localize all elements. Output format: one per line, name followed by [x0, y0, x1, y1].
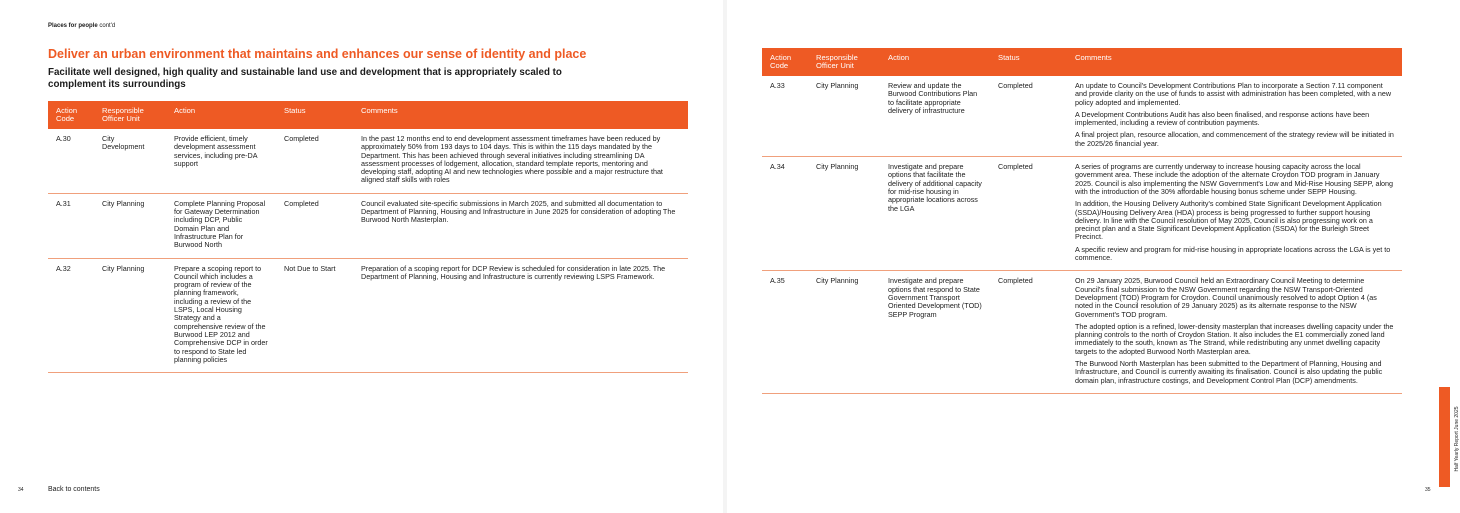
header-comments: Comments	[1067, 48, 1402, 76]
header-responsible-unit: Responsible Officer Unit	[808, 48, 880, 76]
comment-paragraph: A final project plan, resource allocation, and commencement of the strategy review will be initiated in the 2025/26 financial year.	[1075, 130, 1394, 148]
comments-cell	[353, 193, 688, 258]
action-cell: Provide efficient, timely development assessment services, including pre-DA support	[166, 129, 276, 193]
right-page-number: 35	[1425, 487, 1431, 493]
header-action: Action	[166, 101, 276, 129]
back-to-contents-link[interactable]: Back to contents	[48, 486, 100, 493]
action-cell: Investigate and prepare options that facilitate the delivery of additional capacity for mid-rise housing in appropriate locations across the LGA	[880, 157, 990, 271]
responsible-unit-cell: City Planning	[94, 258, 166, 373]
comment-paragraph: The adopted option is a refined, lower-density masterplan that increases dwelling capacity under the planning controls to the north of Croydon Station. It also includes the E1 commercially zoned land immediately to the south, known as The Strand, while redistributing any unmet dwelling capacity targets to the adopted Burwood North Masterplan area.	[1075, 321, 1394, 356]
table-row	[48, 258, 688, 373]
status-cell: Completed	[990, 157, 1067, 271]
table-header-row	[48, 101, 688, 129]
responsible-unit-cell: City Planning	[94, 193, 166, 258]
comments-cell	[353, 129, 688, 193]
table-header-row	[762, 48, 1402, 76]
comment-paragraph: Preparation of a scoping report for DCP Review is scheduled for consideration in late 2025. The Department of Planning, Housing and Infrastructure is currently reviewing LSPS Framework.	[361, 263, 666, 281]
status-cell: Completed	[276, 129, 353, 193]
header-action-code: Action Code	[762, 48, 808, 76]
right-page	[727, 0, 1460, 513]
action-table-right	[762, 48, 1402, 394]
action-code-cell: A.34	[762, 157, 808, 271]
table-row	[48, 193, 688, 258]
header-comments: Comments	[353, 101, 688, 129]
comment-paragraph: A series of programs are currently underway to increase housing capacity across the local government area. These include the adoption of the alternate Croydon TOD program in January 2025. Council is also implementing the NSW Government's Low and Mid-Rise Housing SEPP, along with the introduction of the 30% affordable housing bonus scheme under SEPP Housing.	[1075, 162, 1394, 196]
table-row	[762, 157, 1402, 271]
action-cell: Review and update the Burwood Contributions Plan to facilitate appropriate delivery of infrastructure	[880, 76, 990, 157]
section-name: Places for people	[48, 23, 98, 29]
comments-cell	[353, 258, 688, 373]
header-status: Status	[276, 101, 353, 129]
responsible-unit-cell: City Development	[94, 129, 166, 193]
status-cell: Completed	[990, 271, 1067, 394]
action-code-cell: A.30	[48, 129, 94, 193]
action-cell: Investigate and prepare options that respond to State Government Transport Oriented Development (TOD) SEPP Program	[880, 271, 990, 394]
action-code-cell: A.33	[762, 76, 808, 157]
side-tab	[1439, 387, 1450, 487]
comment-paragraph: In the past 12 months end to end development assessment timeframes have been reduced by approximately 50% from 193 days to 104 days. This is within the 115 days mandated by the Department. This has been achieved through several initiatives including streamlining DA assessment processes of lodgement, allocation, standard template reports, mentoring and developing staff, adopting AI and new technologies where possible and a major restructure that aligned staff skills with roles	[361, 134, 663, 185]
section-suffix: cont'd	[99, 23, 116, 29]
action-cell: Prepare a scoping report to Council which includes a program of review of the planning framework, including a review of the LSPS, Local Housing Strategy and a comprehensive review of the Burwood LEP 2012 and Comprehensive DCP in order to respond to State led planning policies	[166, 258, 276, 373]
comment-paragraph: An update to Council's Development Contributions Plan to incorporate a Section 7.11 component and provide clarity on the use of funds to assist with administration has been completed, with a new policy adopted and implemented.	[1075, 81, 1392, 107]
left-page	[0, 0, 723, 513]
responsible-unit-cell: City Planning	[808, 271, 880, 394]
table-row	[762, 271, 1402, 394]
header-responsible-unit: Responsible Officer Unit	[94, 101, 166, 129]
comment-paragraph: The Burwood North Masterplan has been submitted to the Department of Planning, Housing and Infrastructure, and Council is currently awaiting its finalisation. Council is also updating the public domain plan, infrastructure costings, and Development Control Plan (DCP) amendments.	[1075, 359, 1383, 385]
page-heading: Deliver an urban environment that maintains and enhances our sense of identity and place	[48, 47, 587, 61]
status-cell: Not Due to Start	[276, 258, 353, 373]
responsible-unit-cell: City Planning	[808, 76, 880, 157]
section-label	[48, 23, 115, 29]
action-code-cell: A.35	[762, 271, 808, 394]
header-action-code: Action Code	[48, 101, 94, 129]
header-action: Action	[880, 48, 990, 76]
table-row	[48, 129, 688, 193]
comment-paragraph: On 29 January 2025, Burwood Council held an Extraordinary Council Meeting to determine Council's final submission to the NSW Government regarding the NSW Transport-Oriented Development (TOD) Program for Croydon. Council unanimously resolved to adopt Option 4 (as noted in the Council resolution of 29 January 2025) as its alternate response to the NSW Government's TOD program.	[1075, 276, 1377, 319]
action-code-cell: A.32	[48, 258, 94, 373]
comment-paragraph: A specific review and program for mid-rise housing in appropriate locations across the LGA is yet to commence.	[1075, 244, 1391, 263]
comment-paragraph: A Development Contributions Audit has also been finalised, and response actions have been implemented, including a review of contribution payments.	[1075, 109, 1370, 128]
action-table-left	[48, 101, 688, 373]
comments-cell	[1067, 157, 1402, 271]
comment-paragraph: In addition, the Housing Delivery Authority's combined State Significant Development Application (SSDA)/Housing Delivery Area (HDA) process is being progressed to further support housing delivery. In line with the Council resolution of May 2025, Council is also progressing work on a precinct plan and a State Significant Development Application (SSDA) for the Burleigh Street Precinct.	[1075, 199, 1382, 242]
report-title-vertical: Half Yearly Report June 2025	[1454, 406, 1460, 472]
action-code-cell: A.31	[48, 193, 94, 258]
action-cell: Complete Planning Proposal for Gateway Determination including DCP, Public Domain Plan and Infrastructure Plan for Burwood North	[166, 193, 276, 258]
comments-cell	[1067, 271, 1402, 394]
page-subheading: Facilitate well designed, high quality and sustainable land use and development that is appropriately scaled to complement its surroundings	[48, 67, 562, 90]
status-cell: Completed	[990, 76, 1067, 157]
header-status: Status	[990, 48, 1067, 76]
table-row	[762, 76, 1402, 157]
status-cell: Completed	[276, 193, 353, 258]
comments-cell	[1067, 76, 1402, 157]
comment-paragraph: Council evaluated site-specific submissions in March 2025, and submitted all documentation to Department of Planning, Housing and Infrastructure in June 2025 for consideration of adopting The Burwood North Masterplan.	[361, 198, 676, 225]
responsible-unit-cell: City Planning	[808, 157, 880, 271]
left-page-number: 34	[18, 487, 24, 493]
